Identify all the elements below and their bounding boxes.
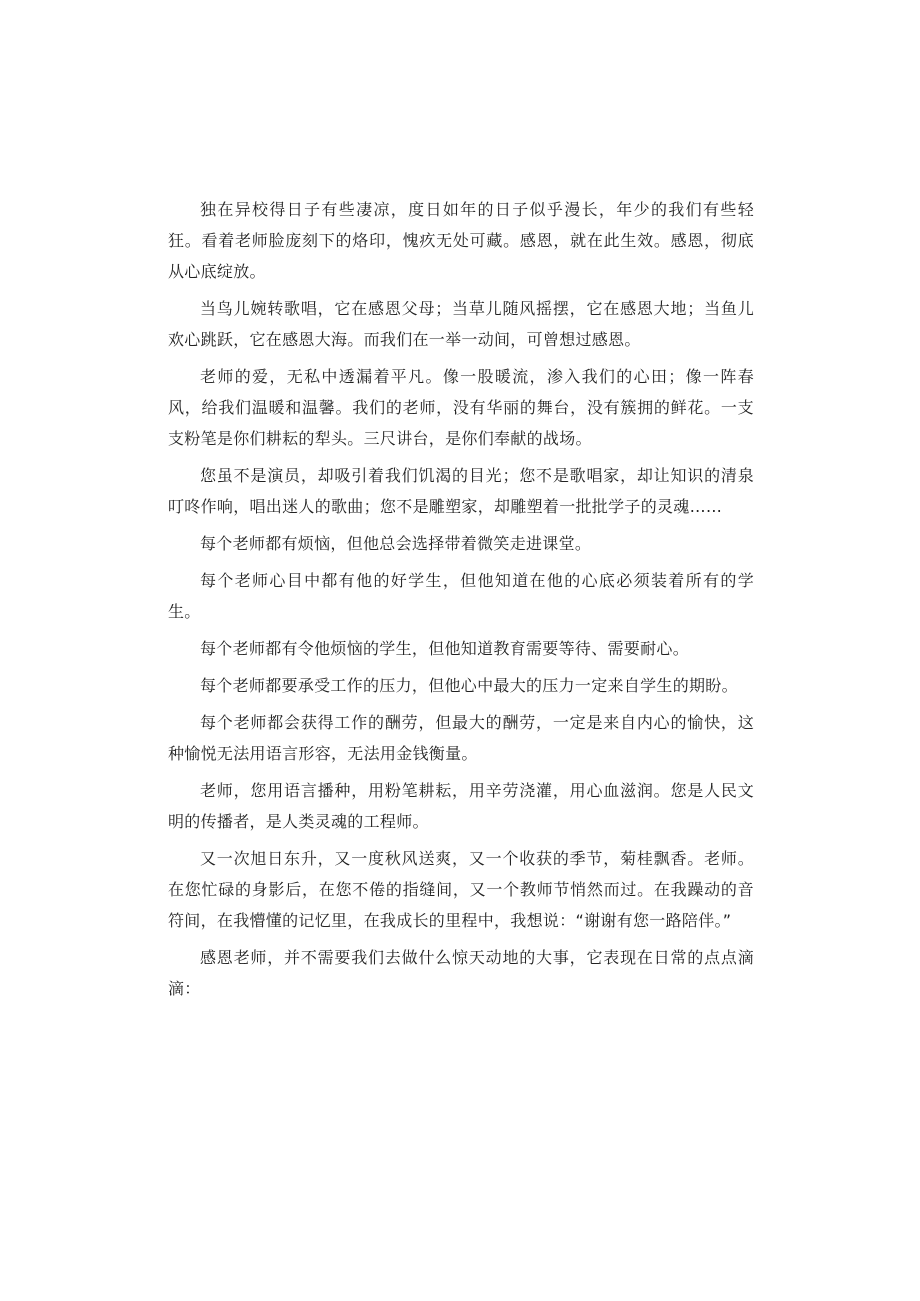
paragraph: 每个老师都会获得工作的酬劳，但最大的酬劳，一定是来自内心的愉快，这种愉悦无法用语言形容，无法用金钱衡量。 xyxy=(168,713,754,763)
paragraph: 老师的爱，无私中透漏着平凡。像一股暖流，渗入我们的心田；像一阵春风，给我们温暖和温馨。我们的老师，没有华丽的舞台，没有簇拥的鲜花。一支支粉笔是你们耕耘的犁头。三尺讲台，是你们奉献的战场。 xyxy=(168,367,754,448)
paragraph: 每个老师都要承受工作的压力，但他心中最大的压力一定来自学生的期盼。 xyxy=(200,676,738,695)
paragraph: 感恩老师，并不需要我们去做什么惊天动地的大事，它表现在日常的点点滴滴： xyxy=(168,948,754,998)
paragraph: 每个老师都有令他烦恼的学生，但他知道教育需要等待、需要耐心。 xyxy=(200,639,690,658)
paragraph: 又一次旭日东升，又一度秋风送爽，又一个收获的季节，菊桂飘香。老师。在您忙碌的身影后，在您不倦的指缝间，又一个教师节悄然而过。在我躁动的音符间，在我懵懂的记忆里，在我成长的里程中，我想说：“谢谢有您一路陪伴。” xyxy=(168,849,754,930)
paragraph: 老师，您用语言播种，用粉笔耕耘，用辛劳浇灌，用心血滋润。您是人民文明的传播者，是人类灵魂的工程师。 xyxy=(168,781,754,831)
document-body xyxy=(168,194,754,1010)
paragraph: 您虽不是演员，却吸引着我们饥渴的目光；您不是歌唱家，却让知识的清泉叮咚作响，唱出迷人的歌曲；您不是雕塑家，却雕塑着一批批学子的灵魂…… xyxy=(168,466,754,516)
paragraph: 每个老师心目中都有他的好学生，但他知道在他的心底必须装着所有的学生。 xyxy=(168,571,754,621)
paragraph: 独在异校得日子有些凄凉，度日如年的日子似乎漫长，年少的我们有些轻狂。看着老师脸庞刻下的烙印，愧疚无处可藏。感恩，就在此生效。感恩，彻底从心底绽放。 xyxy=(168,200,754,281)
paragraph: 当鸟儿婉转歌唱，它在感恩父母；当草儿随风摇摆，它在感恩大地；当鱼儿欢心跳跃，它在感恩大海。而我们在一举一动间，可曾想过感恩。 xyxy=(168,299,754,349)
paragraph: 每个老师都有烦恼，但他总会选择带着微笑走进课堂。 xyxy=(200,534,592,553)
